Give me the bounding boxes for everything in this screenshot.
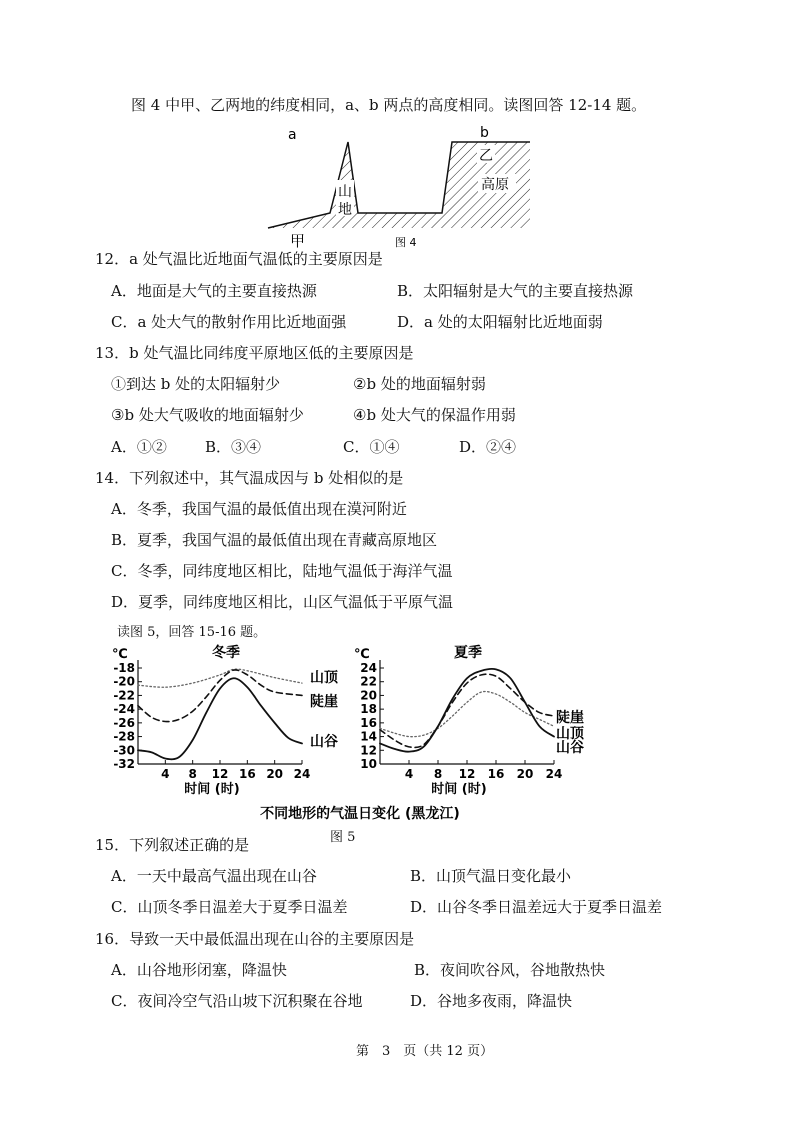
fig5-caption: 图 5 <box>330 830 356 845</box>
q12-stem: 12．a 处气温比近地面气温低的主要原因是 <box>95 250 383 268</box>
q15-option-b: B．山顶气温日变化最小 <box>410 867 572 885</box>
fig4-label-b: b <box>480 125 489 141</box>
chart0-x-tick-label: 12 <box>211 767 229 781</box>
q16-stem: 16．导致一天中最低温出现在山谷的主要原因是 <box>95 930 415 948</box>
fig4-label-a: a <box>288 127 297 143</box>
q15-stem: 15．下列叙述正确的是 <box>95 836 250 854</box>
chart0-series-line-1 <box>138 670 302 722</box>
chart1-x-tick-label: 24 <box>545 767 563 781</box>
chart1-series-line-0 <box>380 674 554 747</box>
fig4-intro: 图 4 中甲、乙两地的纬度相同，a、b 两点的高度相同。读图回答 12-14 题。 <box>131 96 647 114</box>
chart1-y-tick-label: 16 <box>360 715 377 730</box>
fig5-chart-title: 不同地形的气温日变化 (黑龙江) <box>260 806 460 822</box>
fig5-temperature-charts <box>110 642 610 842</box>
q15-option-d: D．山谷冬季日温差远大于夏季日温差 <box>410 898 663 916</box>
q13-option-d: D．②④ <box>459 438 517 456</box>
q16-option-c: C．夜间冷空气沿山坡下沉积聚在谷地 <box>111 992 363 1010</box>
q13-statement-2: ②b 处的地面辐射弱 <box>353 375 486 393</box>
fig4-label-yi: 乙 <box>479 148 493 164</box>
q13-statement-1: ①到达 b 处的太阳辐射少 <box>111 375 281 393</box>
q13-stem: 13．b 处气温比同纬度平原地区低的主要原因是 <box>95 344 414 362</box>
q12-option-a: A．地面是大气的主要直接热源 <box>111 282 317 300</box>
fig4-terrain-diagram <box>262 120 542 250</box>
chart1-series-label-0: 陡崖 <box>556 710 584 726</box>
chart1-series-line-1 <box>380 692 554 737</box>
q13-option-c: C．①④ <box>343 438 400 456</box>
q12-option-b: B．太阳辐射是大气的主要直接热源 <box>397 282 634 300</box>
q15-option-a: A．一天中最高气温出现在山谷 <box>111 867 317 885</box>
q13-option-a: A．①② <box>111 438 167 456</box>
fig4-label-mountain-1: 山 <box>338 184 352 200</box>
chart0-y-tick-label: -26 <box>113 715 135 730</box>
chart1-series-line-2 <box>380 669 554 752</box>
q12-option-d: D．a 处的太阳辐射比近地面弱 <box>397 313 603 331</box>
chart0-y-tick-label: -20 <box>113 674 135 689</box>
chart0-y-tick-label: -30 <box>113 743 135 758</box>
chart1-y-tick-label: 14 <box>360 729 377 744</box>
chart0-y-tick-label: -18 <box>113 661 135 675</box>
q16-option-d: D．谷地多夜雨，降温快 <box>410 992 573 1010</box>
chart1-y-tick-label: 10 <box>360 757 377 771</box>
chart0-title: 冬季 <box>212 645 240 661</box>
q13-statement-3: ③b 处大气吸收的地面辐射少 <box>111 406 304 424</box>
chart1-y-tick-label: 24 <box>360 661 377 675</box>
q14-option-a: A．冬季，我国气温的最低值出现在漠河附近 <box>111 500 407 518</box>
chart1-series-label-1: 山顶 <box>556 726 584 742</box>
chart1-x-tick-label: 16 <box>487 767 505 781</box>
q14-stem: 14．下列叙述中，其气温成因与 b 处相似的是 <box>95 469 404 487</box>
chart0-unit-label: ℃ <box>112 647 128 662</box>
q14-option-d: D．夏季，同纬度地区相比，山区气温低于平原气温 <box>111 593 454 611</box>
fig5-intro: 读图 5，回答 15-16 题。 <box>117 625 267 640</box>
fig4-label-plateau: 高原 <box>481 177 509 193</box>
q13-option-b: B．③④ <box>205 438 262 456</box>
chart0-series-label-2: 山谷 <box>310 734 338 750</box>
chart0-y-tick-label: -22 <box>113 688 135 703</box>
chart1-x-tick-label: 8 <box>433 767 443 781</box>
chart1-x-tick-label: 4 <box>404 767 414 781</box>
q14-option-b: B．夏季，我国气温的最低值出现在青藏高原地区 <box>111 531 438 549</box>
chart0-series-line-2 <box>138 678 302 759</box>
chart0-x-tick-label: 24 <box>293 767 311 781</box>
q15-option-c: C．山顶冬季日温差大于夏季日温差 <box>111 898 348 916</box>
q14-option-c: C．冬季，同纬度地区相比，陆地气温低于海洋气温 <box>111 562 453 580</box>
chart1-y-tick-label: 22 <box>360 674 377 689</box>
fig4-caption: 图 4 <box>395 236 417 249</box>
chart0-y-tick-label: -28 <box>113 729 135 744</box>
q16-option-b: B．夜间吹谷风，谷地散热快 <box>414 961 606 979</box>
chart0-x-tick-label: 20 <box>266 767 284 781</box>
chart0-y-tick-label: -32 <box>113 757 135 771</box>
chart1-x-tick-label: 20 <box>516 767 534 781</box>
page-footer: 第 3 页（共 12 页） <box>356 1044 494 1059</box>
chart1-y-tick-label: 20 <box>360 688 377 703</box>
fig4-label-jia: 甲 <box>290 232 306 250</box>
chart0-x-tick-label: 4 <box>161 767 170 781</box>
chart0-series-label-0: 山顶 <box>310 670 338 686</box>
chart1-x-tick-label: 12 <box>458 767 476 781</box>
chart0-y-tick-label: -24 <box>113 702 135 717</box>
q13-statement-4: ④b 处大气的保温作用弱 <box>353 406 516 424</box>
chart1-unit-label: ℃ <box>354 647 370 662</box>
chart1-x-label: 时间 (时) <box>431 782 487 797</box>
chart1-series-label-2: 山谷 <box>556 740 584 756</box>
fig4-label-mountain-2: 地 <box>338 202 352 218</box>
chart0-x-tick-label: 8 <box>188 767 197 781</box>
q16-option-a: A．山谷地形闭塞，降温快 <box>111 961 287 979</box>
chart0-x-label: 时间 (时) <box>184 782 240 797</box>
chart0-series-line-0 <box>138 669 302 687</box>
q12-option-c: C．a 处大气的散射作用比近地面强 <box>111 313 347 331</box>
chart0-series-label-1: 陡崖 <box>310 694 338 710</box>
chart1-title: 夏季 <box>454 645 482 661</box>
chart1-y-tick-label: 18 <box>360 702 377 717</box>
chart0-x-tick-label: 16 <box>238 767 256 781</box>
chart1-y-tick-label: 12 <box>360 743 377 758</box>
